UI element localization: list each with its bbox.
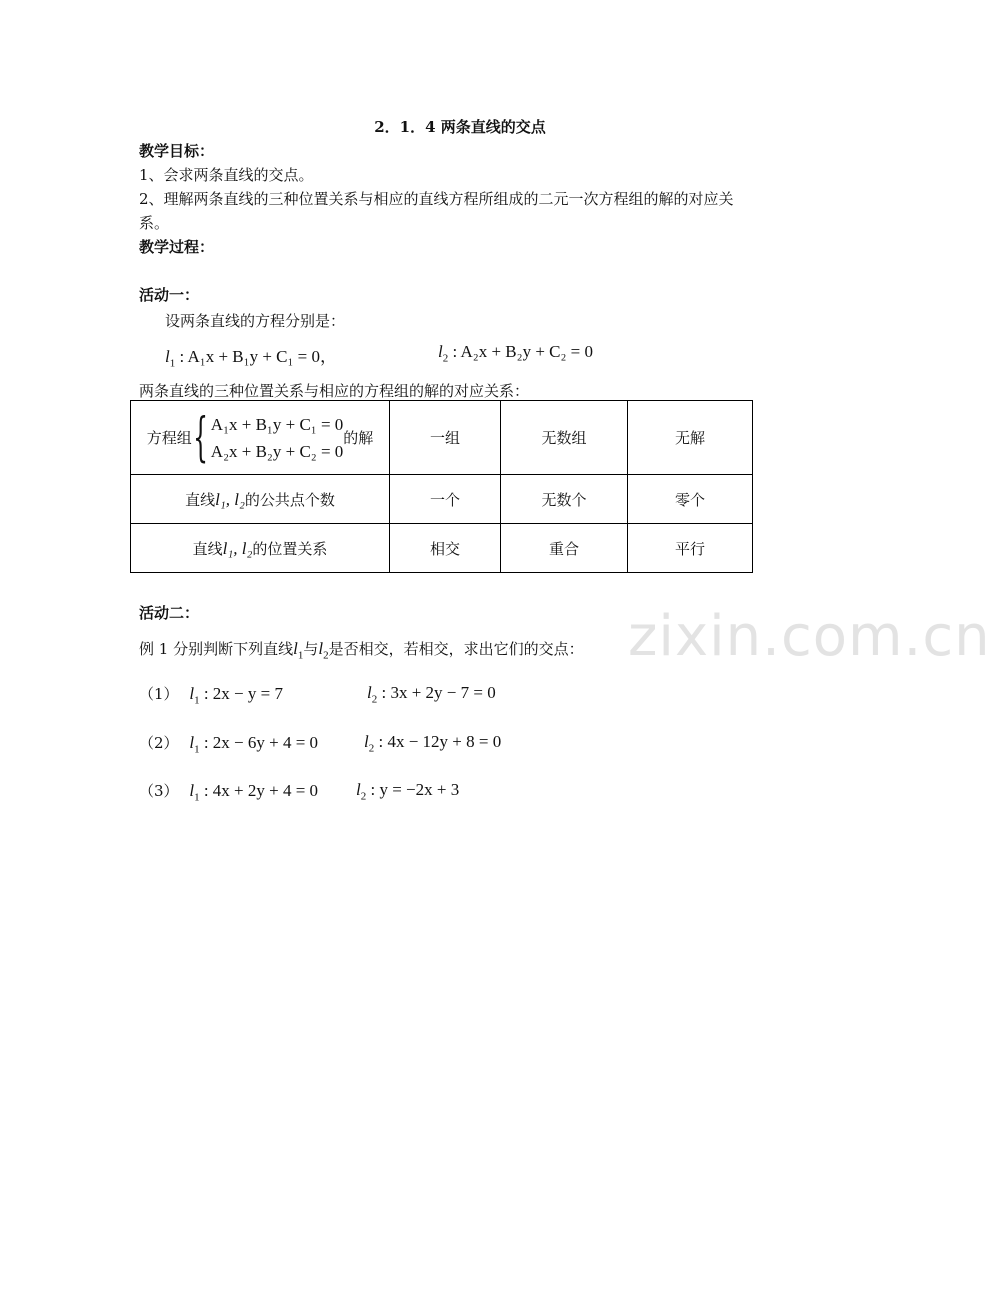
- table-cell: 无数个: [501, 475, 628, 524]
- table-row: [131, 401, 753, 475]
- example-prefix: 例 1 分别判断下列直线: [139, 640, 294, 658]
- example-suffix: 是否相交，若相交，求出它们的交点：: [328, 640, 584, 658]
- equation-l2: $l_2$ : A₂x + B₂y + C₂ = 0: [438, 342, 594, 365]
- equation-l1-body: : A₁x + B₁y + C₁ = 0，: [179, 347, 338, 366]
- problem-l1: : 2x − y = 7: [203, 684, 283, 703]
- problem-l2: : 3x + 2y − 7 = 0: [381, 683, 496, 702]
- table-cell: 一组: [390, 401, 501, 475]
- row3-suffix: 的位置关系: [252, 539, 328, 558]
- example-mid: 与: [303, 640, 319, 658]
- page-title: 2．1．4 两条直线的交点: [374, 118, 546, 136]
- problem-3-l2: $l_2$ : y = −2x + 3: [356, 780, 460, 803]
- problem-l1: : 4x + 2y + 4 = 0: [203, 781, 319, 800]
- system-prefix: 方程组: [146, 429, 192, 447]
- row3-prefix: 直线: [192, 539, 223, 558]
- equation-l2-body: : A₂x + B₂y + C₂ = 0: [452, 342, 594, 361]
- table-cell-position: [131, 524, 390, 573]
- problem-l2: : y = −2x + 3: [370, 780, 460, 799]
- problem-l2: : 4x − 12y + 8 = 0: [378, 732, 502, 751]
- problem-3: （3） $l_1$ : 4x + 2y + 4 = 0: [139, 781, 319, 804]
- relation-intro: 两条直线的三种位置关系与相应的方程组的解的对应关系：: [139, 382, 530, 400]
- system-suffix: 的解: [343, 429, 374, 447]
- objective-item-2-cont: 系。: [139, 214, 170, 232]
- row2-prefix: 直线: [185, 490, 216, 509]
- problem-2: （2） $l_1$ : 2x − 6y + 4 = 0: [139, 733, 319, 756]
- problem-1-l2: $l_2$ : 3x + 2y − 7 = 0: [367, 683, 496, 706]
- equation-system: [211, 411, 344, 465]
- table-cell: 零个: [628, 475, 753, 524]
- table-cell: 无解: [628, 401, 753, 475]
- table-row: [131, 475, 753, 524]
- example-1-text: 例 1 分别判断下列直线$l_1$与$l_2$是否相交，若相交，求出它们的交点：: [139, 639, 584, 662]
- row2-suffix: 的公共点个数: [244, 490, 335, 509]
- table-cell: 无数组: [501, 401, 628, 475]
- table-cell: 一个: [390, 475, 501, 524]
- relation-table: [130, 400, 753, 573]
- objectives-heading: 教学目标：: [139, 142, 215, 160]
- activity1-heading: 活动一：: [139, 286, 200, 304]
- system-eq-1: A₁x + B₁y + C₁ = 0: [210, 414, 344, 434]
- table-cell-common-points: [131, 475, 390, 524]
- table-cell: 相交: [390, 524, 501, 573]
- system-label: [146, 407, 374, 468]
- problem-l1: : 2x − 6y + 4 = 0: [203, 733, 319, 752]
- table-cell: 重合: [501, 524, 628, 573]
- problem-number: （1）: [139, 685, 179, 703]
- problem-number: （3）: [139, 782, 179, 800]
- activity1-intro: 设两条直线的方程分别是：: [165, 312, 346, 330]
- table-row: [131, 524, 753, 573]
- table-cell: 平行: [628, 524, 753, 573]
- problem-1: （1） $l_1$ : 2x − y = 7: [139, 684, 283, 707]
- equation-l1: $l_1$ : A₁x + B₁y + C₁ = 0，: [165, 347, 338, 370]
- process-heading: 教学过程：: [139, 238, 215, 256]
- lines-label: l₁, l₂: [222, 538, 253, 558]
- brace-symbol: {: [192, 407, 208, 468]
- activity2-heading: 活动二：: [139, 604, 200, 622]
- table-cell-system: [131, 401, 390, 475]
- objective-item-1: 1、会求两条直线的交点。: [139, 166, 314, 184]
- objective-item-2: 2、理解两条直线的三种位置关系与相应的直线方程所组成的二元一次方程组的解的对应关: [139, 190, 734, 208]
- lines-label: l₁, l₂: [215, 489, 245, 509]
- system-eq-2: A₂x + B₂y + C₂ = 0: [210, 441, 344, 461]
- problem-2-l2: $l_2$ : 4x − 12y + 8 = 0: [364, 732, 502, 755]
- watermark: zixin.com.cn: [628, 604, 991, 669]
- problem-number: （2）: [139, 734, 179, 752]
